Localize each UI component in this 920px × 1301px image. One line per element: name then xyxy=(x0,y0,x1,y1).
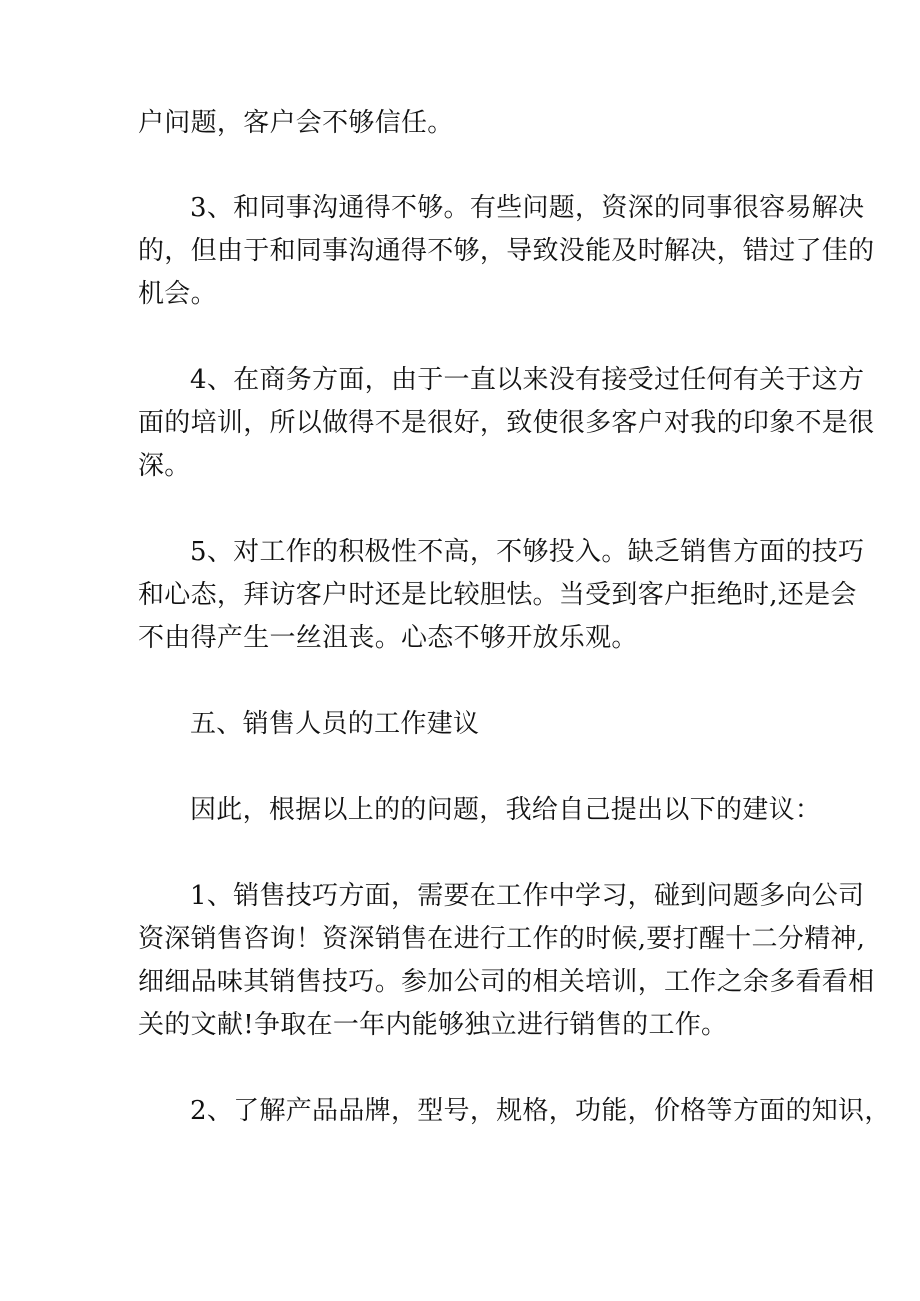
paragraph-line: 因此，根据以上的的问题，我给自己提出以下的建议： xyxy=(190,795,822,825)
paragraph-line: 关的文献!争取在一年内能够独立进行销售的工作。 xyxy=(138,1010,728,1040)
paragraph-line: 资深销售咨询！资深销售在进行工作的时候,要打醒十二分精神, xyxy=(138,924,866,954)
paragraph-line: 不由得产生一丝沮丧。心态不够开放乐观。 xyxy=(138,623,638,653)
paragraph-line: 的，但由于和同事沟通得不够，导致没能及时解决，错过了佳的 xyxy=(138,236,875,266)
paragraph-line: 3、和同事沟通得不够。有些问题，资深的同事很容易解决 xyxy=(190,193,865,223)
paragraph-line: 机会。 xyxy=(138,279,217,309)
paragraph-line: 和心态，拜访客户时还是比较胆怯。当受到客户拒绝时,还是会 xyxy=(138,580,857,610)
paragraph-line: 5、对工作的积极性不高，不够投入。缺乏销售方面的技巧 xyxy=(190,537,865,567)
paragraph-line: 1、销售技巧方面，需要在工作中学习，碰到问题多向公司 xyxy=(190,881,865,911)
paragraph-line: 深。 xyxy=(138,451,191,481)
paragraph-line: 2、了解产品品牌，型号，规格，功能，价格等方面的知识， xyxy=(190,1096,891,1126)
section-heading: 五、销售人员的工作建议 xyxy=(190,709,480,739)
paragraph-line: 户问题，客户会不够信任。 xyxy=(138,108,454,138)
paragraph-line: 细细品味其销售技巧。参加公司的相关培训，工作之余多看看相 xyxy=(138,967,875,997)
paragraph-line: 面的培训，所以做得不是很好，致使很多客户对我的印象不是很 xyxy=(138,408,875,438)
paragraph-line: 4、在商务方面，由于一直以来没有接受过任何有关于这方 xyxy=(190,365,865,395)
